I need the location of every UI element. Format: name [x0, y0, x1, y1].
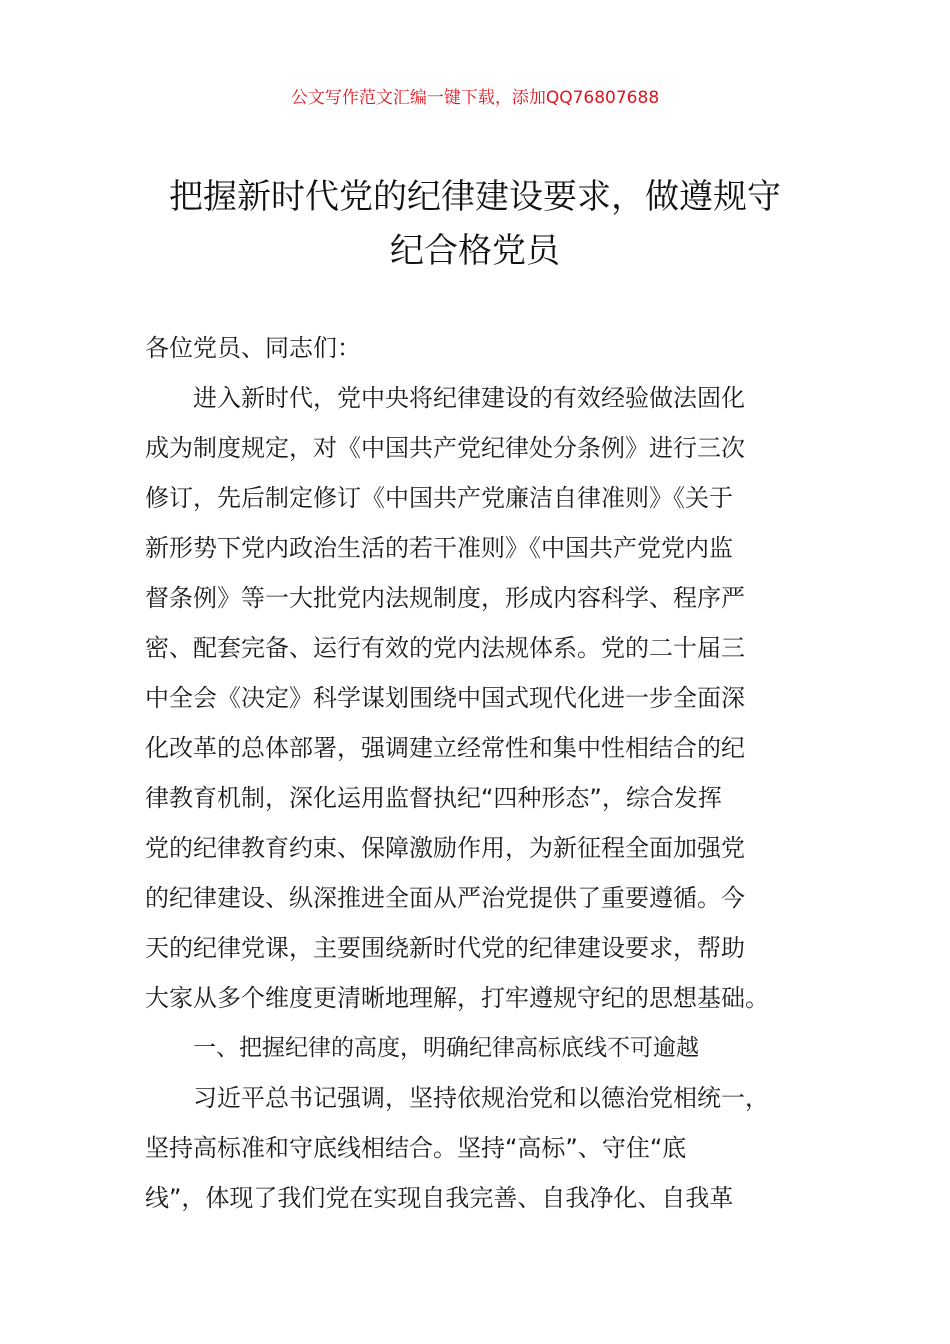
- paragraph-line: 律教育机制，深化运用监督执纪“四种形态”，综合发挥: [145, 784, 722, 812]
- paragraph-line: 新形势下党内政治生活的若干准则》《中国共产党党内监: [145, 534, 733, 562]
- section-heading-1: 一、把握纪律的高度，明确纪律高标底线不可逾越: [193, 1035, 699, 1061]
- paragraph-1: [145, 373, 815, 1023]
- document-body: [145, 323, 815, 1223]
- paragraph-line: 的纪律建设、纵深推进全面从严治党提供了重要遵循。今: [145, 884, 745, 912]
- paragraph-line: 线”，体现了我们党在实现自我完善、自我净化、自我革: [145, 1184, 734, 1212]
- paragraph-line: 习近平总书记强调，坚持依规治党和以德治党相统一，: [193, 1084, 769, 1112]
- salutation: 各位党员、同志们：: [145, 334, 361, 362]
- paragraph-line: 化改革的总体部署，强调建立经常性和集中性相结合的纪: [145, 734, 745, 762]
- title-line-1: 把握新时代党的纪律建设要求，做遵规守: [169, 177, 781, 217]
- title-line-2: 纪合格党员: [390, 231, 560, 271]
- paragraph-line: 进入新时代，党中央将纪律建设的有效经验做法固化: [193, 384, 745, 412]
- paragraph-line: 坚持高标准和守底线相结合。坚持“高标”、守住“底: [145, 1134, 687, 1162]
- paragraph-line: 天的纪律党课，主要围绕新时代党的纪律建设要求，帮助: [145, 934, 745, 962]
- document-title: [140, 170, 810, 278]
- paragraph-line: 修订，先后制定修订《中国共产党廉洁自律准则》《关于: [145, 484, 733, 512]
- paragraph-line: 成为制度规定，对《中国共产党纪律处分条例》进行三次: [145, 434, 745, 462]
- paragraph-line: 督条例》等一大批党内法规制度，形成内容科学、程序严: [145, 584, 745, 612]
- paragraph-line: 党的纪律教育约束、保障激励作用，为新征程全面加强党: [145, 834, 745, 862]
- paragraph-line: 密、配套完备、运行有效的党内法规体系。党的二十届三: [145, 634, 745, 662]
- watermark-banner: 公文写作范文汇编一键下载，添加QQ76807688: [290, 88, 660, 108]
- paragraph-2: [145, 1073, 815, 1223]
- paragraph-line: 大家从多个维度更清晰地理解，打牢遵规守纪的思想基础。: [145, 984, 769, 1012]
- paragraph-line: 中全会《决定》科学谋划围绕中国式现代化进一步全面深: [145, 684, 745, 712]
